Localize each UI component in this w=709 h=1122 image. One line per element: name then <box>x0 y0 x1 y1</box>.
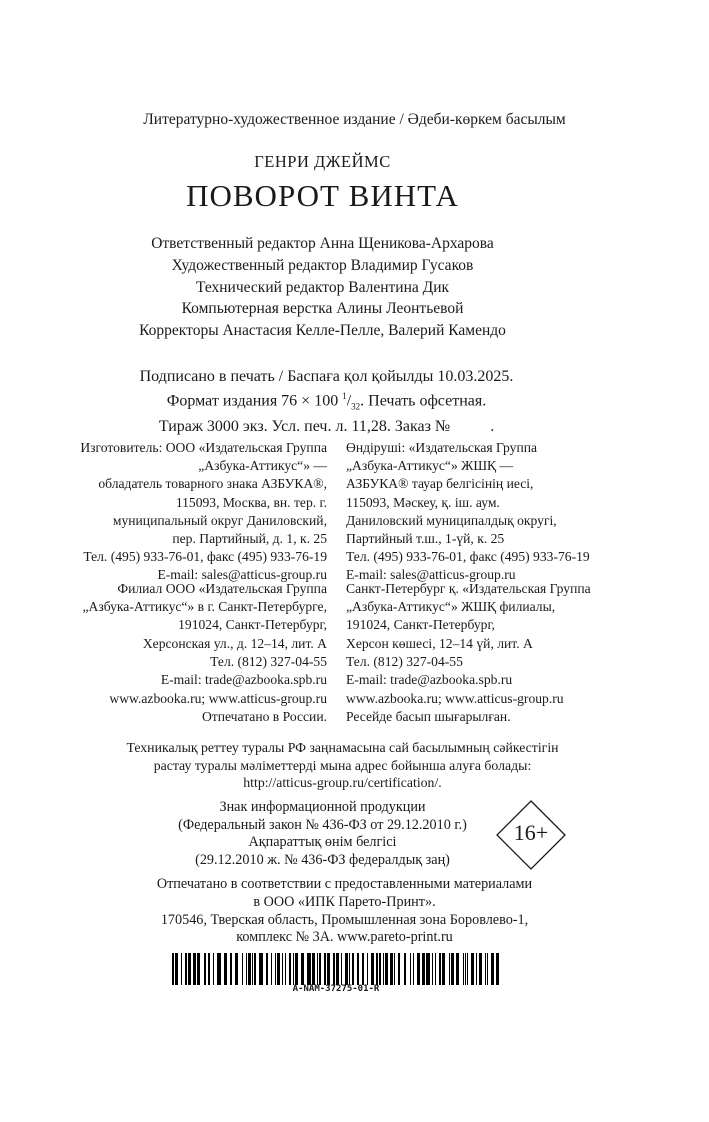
barcode-bar <box>467 953 468 985</box>
barcode-bar <box>275 953 276 985</box>
barcode-bar <box>385 953 388 985</box>
address-line: Тел. (495) 933-76-01, факс (495) 933-76-19 <box>83 549 327 565</box>
address-line: Партийный т.ш., 1-үй, к. 25 <box>346 531 505 547</box>
barcode-bar <box>295 953 298 985</box>
barcode-bar <box>442 953 445 985</box>
barcode-bar <box>324 953 326 985</box>
printer-line: в ООО «ИПК Парето-Принт». <box>253 893 436 910</box>
credit-line: Корректоры Анастасия Келле-Пелле, Валерий Камендо <box>139 322 506 340</box>
address-line: 191024, Санкт-Петербург, <box>178 617 327 633</box>
barcode-bar <box>213 953 214 985</box>
signed-date: Подписано в печать / Баспаға қол қойылды 10.03.2025. <box>139 368 514 385</box>
barcode-bar <box>398 953 400 985</box>
credit-line: Ответственный редактор Анна Щеникова-Архарова <box>151 235 494 252</box>
info-sign <box>0 799 677 869</box>
address-line: 115093, Мәскеу, қ. іш. аум. <box>346 494 500 510</box>
barcode-bar <box>271 953 272 985</box>
barcode-bar <box>417 953 420 985</box>
address-line: Отпечатано в России. <box>201 709 327 725</box>
barcode-bar <box>476 953 477 985</box>
credit-line: Технический редактор Валентина Дик <box>195 278 450 296</box>
barcode-bar <box>371 953 374 985</box>
cert-line: Техникалық реттеу туралы РФ заңнамасына сай басылымның сәйкестігін <box>126 740 559 755</box>
book-title: ПОВОРОТ ВИНТА <box>186 178 459 213</box>
barcode-bar <box>188 953 191 985</box>
branch-kz <box>346 580 591 689</box>
info-line: Знак информационной продукции <box>219 799 426 815</box>
barcode-bar <box>426 953 430 985</box>
barcode-bar <box>432 953 433 985</box>
barcode-bar <box>317 953 318 985</box>
credit-line: Компьютерная верстка Алины Леонтьевой <box>181 300 464 318</box>
barcode-bar <box>435 953 436 985</box>
certification-note <box>0 739 697 792</box>
address-line: E-mail: trade@azbooka.spb.ru <box>160 672 327 688</box>
barcode-bar <box>463 953 464 985</box>
address-line: E-mail: sales@atticus-group.ru <box>157 567 327 583</box>
address-line: Филиал ООО «Издательская Группа <box>117 581 327 596</box>
address-line: муниципальный округ Даниловский, <box>112 512 327 528</box>
address-line: Ресейде басып шығарылған. <box>346 709 511 725</box>
barcode-bar <box>204 953 206 985</box>
barcode-label: A-NAM-37275-01-R <box>292 984 380 994</box>
barcode-bar <box>485 953 486 985</box>
barcode-bar <box>456 953 459 985</box>
barcode-bar <box>404 953 406 985</box>
barcode-bar <box>349 953 350 985</box>
manufacturer-ru <box>80 439 327 585</box>
address-line: „Азбука-Аттикус“» ЖШҚ — <box>346 458 514 474</box>
format-line: Формат издания 76 × 100 $^1/_{32}$. Печать офсетная. <box>166 390 487 412</box>
barcode-bar <box>376 953 378 985</box>
credit-line: Художественный редактор Владимир Гусаков <box>171 256 474 274</box>
barcode-bar <box>362 953 364 985</box>
address-line: Херсон көшесі, 12–14 үй, лит. А <box>346 635 533 651</box>
address-line: Өндіруші: «Издательская Группа <box>346 440 538 455</box>
barcode-bar <box>248 953 251 985</box>
barcode-bar <box>479 953 482 985</box>
barcode-bar <box>285 953 286 985</box>
barcode-bar <box>422 953 425 985</box>
series-line: Литературно-художественное издание / Әдеби-көркем басылым <box>143 111 566 128</box>
barcode-bar <box>383 953 384 985</box>
barcode-bar <box>333 953 335 985</box>
format-prefix: Формат издания 76 × 100 <box>166 391 343 409</box>
barcode-bar <box>217 953 221 985</box>
address-line: Тел. (495) 933-76-01, факс (495) 933-76-19 <box>346 549 590 565</box>
barcode-bar <box>277 953 280 985</box>
address-line: Тел. (812) 327-04-55 <box>210 653 327 669</box>
printer-line: 170546, Тверская область, Промышленная зона Боровлево-1, <box>160 911 529 928</box>
imprint <box>0 367 681 436</box>
barcode-bar <box>345 953 348 985</box>
address-line: 191024, Санкт-Петербург, <box>346 617 495 633</box>
credits <box>0 233 677 342</box>
address-line: Тел. (812) 327-04-55 <box>346 653 463 669</box>
barcode-bar <box>439 953 441 985</box>
web-ru <box>109 690 327 726</box>
printer-line: комплекс № 3А. www.pareto-print.ru <box>236 929 453 946</box>
barcode-bar <box>193 953 196 985</box>
address-line: АЗБУКА® тауар белгісінің иесі, <box>346 476 534 492</box>
age-rating: 16+ <box>513 820 549 845</box>
barcode-bar <box>254 953 256 985</box>
barcode-bar <box>410 953 411 985</box>
barcode-bar <box>289 953 291 985</box>
barcode-bar <box>185 953 187 985</box>
barcode-bar <box>224 953 227 985</box>
address-line: „Азбука-Аттикус“» — <box>198 458 327 474</box>
address-line: „Азбука-Аттикус“» ЖШҚ филиалы, <box>346 599 556 615</box>
address-line: www.azbooka.ru; www.atticus-group.ru <box>109 691 327 706</box>
barcode <box>172 953 500 985</box>
web-kz <box>346 690 564 726</box>
address-line: пер. Партийный, д. 1, к. 25 <box>172 531 327 547</box>
barcode-bar <box>390 953 393 985</box>
barcode-bar <box>496 953 499 985</box>
barcode-bar <box>230 953 232 985</box>
barcode-bar <box>413 953 414 985</box>
barcode-bar <box>235 953 238 985</box>
barcode-bar <box>181 953 182 985</box>
barcode-bar <box>175 953 178 985</box>
address-line: www.azbooka.ru; www.atticus-group.ru <box>346 691 564 706</box>
address-line: обладатель товарного знака АЗБУКА®, <box>98 476 327 492</box>
address-line: Изготовитель: ООО «Издательская Группа <box>80 440 327 455</box>
barcode-bar <box>327 953 330 985</box>
info-line: (29.12.2010 ж. № 436-ФЗ федералдық заң) <box>195 851 450 868</box>
barcode-bar <box>307 953 311 985</box>
barcode-bar <box>312 953 315 985</box>
barcode-bar <box>172 953 174 985</box>
barcode-bar <box>491 953 494 985</box>
barcode-bar <box>465 953 466 985</box>
barcode-bar <box>197 953 200 985</box>
barcode-bar <box>319 953 321 985</box>
format-suffix: . Печать офсетная. <box>360 391 487 409</box>
barcode-bar <box>266 953 268 985</box>
barcode-bar <box>293 953 294 985</box>
address-line: Херсонская ул., д. 12–14, лит. А <box>142 635 327 651</box>
author-name: ГЕНРИ ДЖЕЙМС <box>254 152 391 171</box>
barcode-bar <box>259 953 263 985</box>
address-line: E-mail: trade@azbooka.spb.ru <box>346 672 513 688</box>
print-run: Тираж 3000 экз. Усл. печ. л. 11,28. Заказ № . <box>158 417 495 435</box>
barcode-bar <box>252 953 253 985</box>
barcode-bar <box>341 953 342 985</box>
barcode-bar <box>282 953 283 985</box>
barcode-bar <box>357 953 359 985</box>
info-line: (Федеральный закон № 436-ФЗ от 29.12.2010 г.) <box>178 816 467 833</box>
barcode-bar <box>208 953 210 985</box>
barcode-bar <box>301 953 304 985</box>
barcode-bar <box>336 953 339 985</box>
address-line: E-mail: sales@atticus-group.ru <box>346 567 516 583</box>
barcode-bar <box>379 953 381 985</box>
barcode-bar <box>451 953 454 985</box>
barcode-bar <box>394 953 395 985</box>
barcode-bar <box>246 953 247 985</box>
cert-link: http://atticus-group.ru/certification/. <box>243 775 442 790</box>
barcode-bar <box>449 953 450 985</box>
printer-info <box>0 876 699 947</box>
address-line: Даниловский муниципалдық округі, <box>346 512 557 528</box>
address-line: Санкт-Петербург қ. «Издательская Группа <box>346 581 591 596</box>
manufacturer-kz <box>346 439 590 585</box>
barcode-bar <box>487 953 488 985</box>
branch-ru <box>82 580 327 689</box>
format-denominator: 32 <box>351 401 361 412</box>
barcode-bar <box>471 953 474 985</box>
info-line: Ақпараттық өнім белгісі <box>248 834 397 850</box>
address-line: „Азбука-Аттикус“» в г. Санкт-Петербурге, <box>82 599 327 615</box>
address-line: 115093, Москва, вн. тер. г. <box>175 494 327 510</box>
barcode-bar <box>367 953 368 985</box>
barcode-bar <box>242 953 243 985</box>
printer-line: Отпечатано в соответствии с предоставленными материалами <box>156 876 533 892</box>
barcode-bar <box>352 953 354 985</box>
cert-line: растау туралы мәліметтерді мына адрес бойынша алуға болады: <box>153 757 532 773</box>
format-numerator: 1 <box>342 390 347 401</box>
